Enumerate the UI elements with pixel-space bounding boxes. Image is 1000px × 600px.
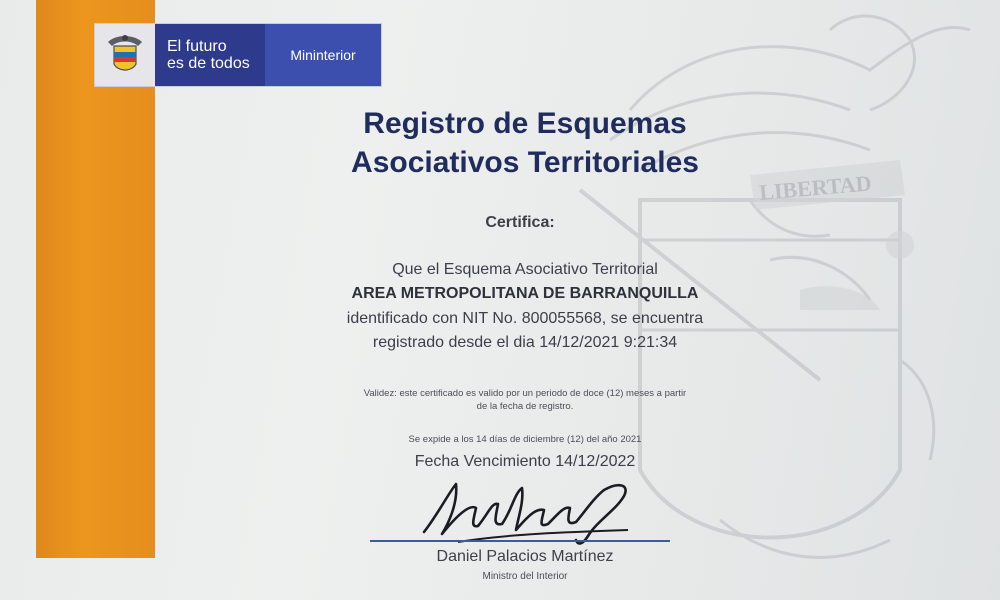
certifica-heading: Certifica:	[485, 214, 555, 231]
page-title	[300, 104, 750, 182]
slogan-line-1: El futuro	[167, 38, 227, 55]
signer-role: Ministro del Interior	[482, 571, 568, 582]
signer-name: Daniel Palacios Martínez	[436, 548, 614, 565]
slogan-line-2: es de todos	[167, 55, 250, 72]
logo-slogan	[155, 24, 265, 86]
seal-motto: LIBERTAD	[758, 170, 873, 205]
handwritten-signature	[418, 474, 638, 546]
body-line-1: Que el Esquema Asociativo Territorial	[392, 261, 658, 278]
body-line-4: registrado desde el dia 14/12/2021 9:21:34	[372, 334, 678, 351]
body-line-3: identificado con NIT No. 800055568, se encuentra	[346, 310, 704, 327]
validity-line-2: de la fecha de registro.	[476, 401, 574, 412]
government-logo	[95, 24, 381, 86]
signature-line	[370, 540, 670, 542]
logo-emblem	[95, 24, 155, 86]
ministry-name: Mininterior	[265, 24, 381, 86]
title-line-2: Asociativos Territoriales	[351, 146, 699, 179]
colombia-coat-of-arms-icon	[104, 32, 146, 78]
expiry-date: Fecha Vencimiento 14/12/2022	[414, 453, 636, 470]
title-line-1: Registro de Esquemas	[363, 107, 687, 140]
validity-note	[330, 387, 720, 413]
validity-line-1: Validez: este certificado es valido por un periodo de doce (12) meses a partir	[363, 388, 687, 399]
issue-date: Se expide a los 14 días de diciembre (12) del año 2021	[408, 434, 642, 445]
entity-name: AREA METROPOLITANA DE BARRANQUILLA	[351, 285, 699, 302]
